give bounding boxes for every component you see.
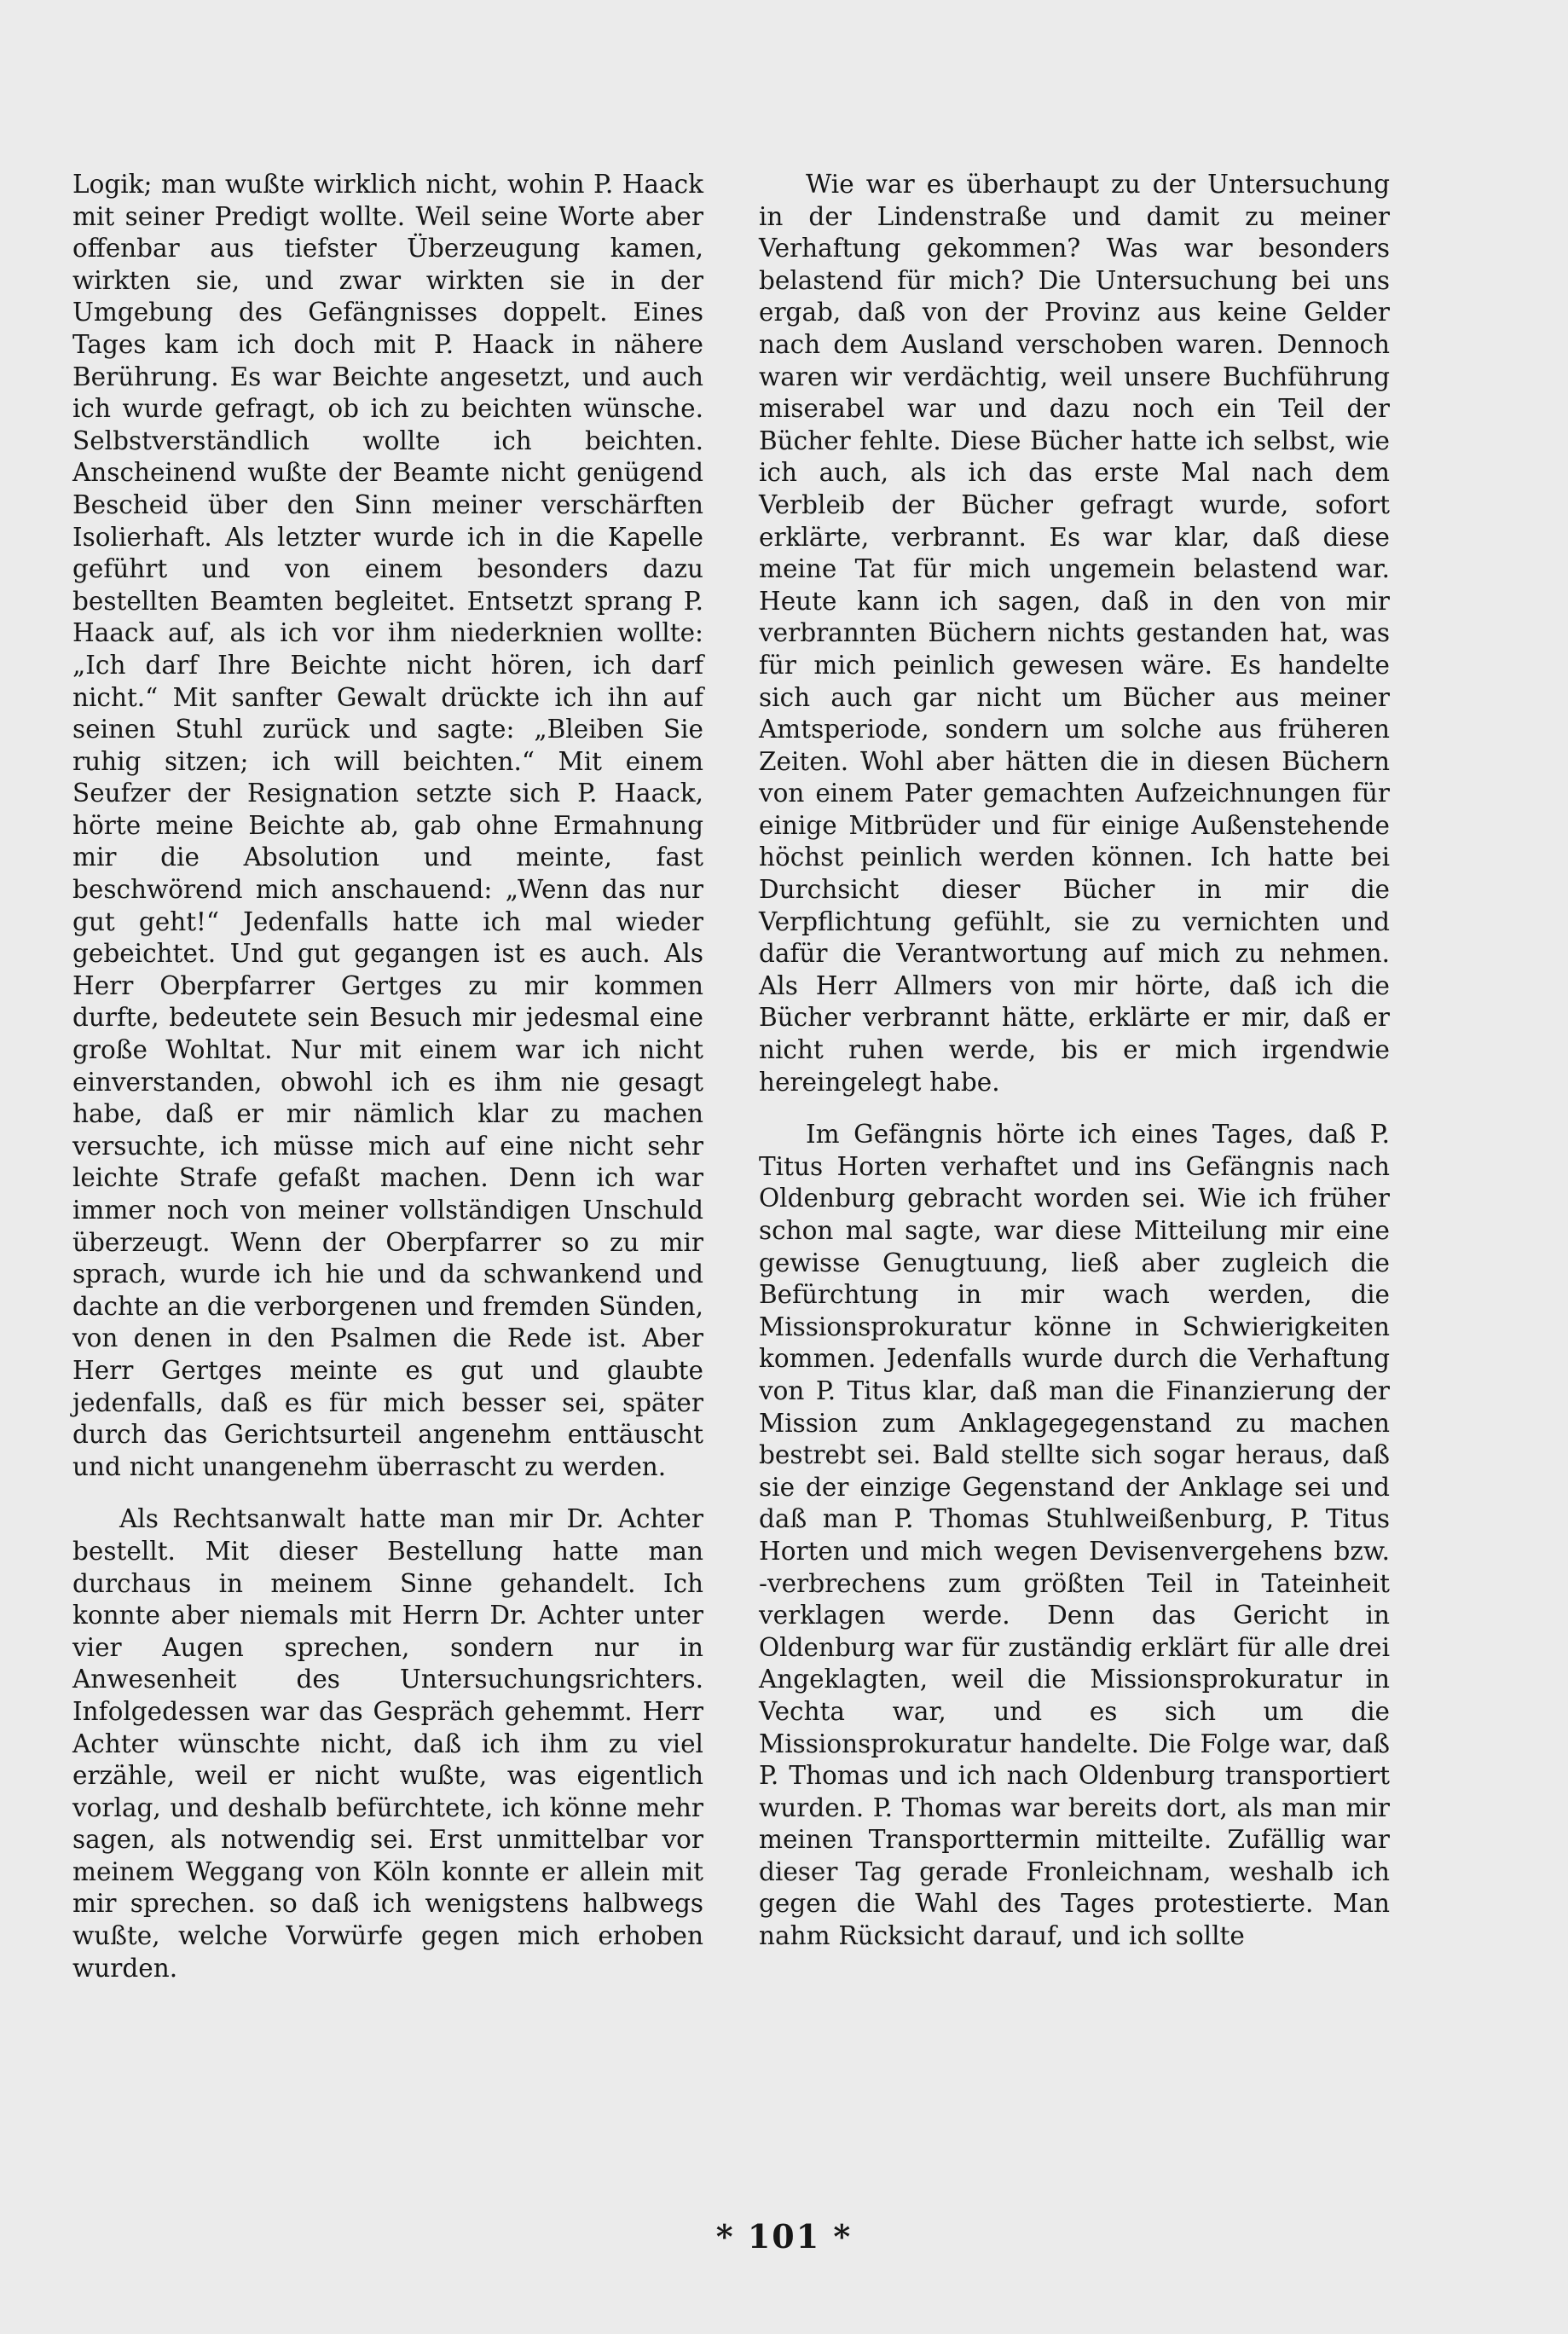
left-column [72, 169, 703, 1984]
paragraph: Als Rechtsanwalt hatte man mir Dr. Achter bestellt. Mit dieser Bestellung hatte man durchaus in meinem Sinne gehandelt. Ich konnte aber niemals mit Herrn Dr. Achter unter vier Augen sprechen, sondern nur in Anwesenheit des Untersuchungsrichters. Infolgedessen war das Gespräch gehemmt. Herr Achter wünschte nicht, daß ich ihm zu viel erzähle, weil er nicht wußte, was eigentlich vorlag, und deshalb befürchtete, ich könne mehr sagen, als notwendig sei. Erst unmittelbar vor meinem Weggang von Köln konnte er allein mit mir sprechen. so daß ich wenigstens halbwegs wußte, welche Vorwürfe gegen mich erhoben wurden. [72, 1504, 703, 1983]
right-column [759, 169, 1390, 1953]
page-number: * 101 * [715, 2217, 853, 2256]
paragraph: Wie war es überhaupt zu der Untersuchung in der Lindenstraße und damit zu meiner Verhaftung gekommen? Was war besonders belastend für mich? Die Untersuchung bei uns ergab, daß von der Provinz aus keine Gelder nach dem Ausland verschoben waren. Dennoch waren wir verdächtig, weil unsere Buchführung miserabel war und dazu noch ein Teil der Bücher fehlte. Diese Bücher hatte ich selbst, wie ich auch, als ich das erste Mal nach dem Verbleib der Bücher gefragt wurde, sofort erklärte, verbrannt. Es war klar, daß diese meine Tat für mich ungemein belastend war. Heute kann ich sagen, daß in den von mir verbrannten Büchern nichts gestanden hat, was für mich peinlich gewesen wäre. Es handelte sich auch gar nicht um Bücher aus meiner Amtsperiode, sondern um solche aus früheren Zeiten. Wohl aber hätten die in diesen Büchern von einem Pater gemachten Aufzeichnungen für einige Mitbrüder und für einige Außenstehende höchst peinlich werden können. Ich hatte bei Durchsicht dieser Bücher in mir die Verpflichtung gefühlt, sie zu vernichten und dafür die Verantwortung auf mich zu nehmen. Als Herr Allmers von mir hörte, daß ich die Bücher verbrannt hätte, erklärte er mir, daß er nicht ruhen werde, bis er mich irgendwie hereingelegt habe. [759, 170, 1390, 1097]
paragraph: Logik; man wußte wirklich nicht, wohin P. Haack mit seiner Predigt wollte. Weil seine Worte aber offenbar aus tiefster Überzeugung kamen, wirkten sie, und zwar wirkten sie in der Umgebung des Gefängnisses doppelt. Eines Tages kam ich doch mit P. Haack in nähere Berührung. Es war Beichte angesetzt, und auch ich wurde gefragt, ob ich zu beichten wünsche. Selbstverständlich wollte ich beichten. Anscheinend wußte der Beamte nicht genügend Bescheid über den Sinn meiner verschärften Isolierhaft. Als letzter wurde ich in die Kapelle geführt und von einem besonders dazu bestellten Beamten begleitet. Entsetzt sprang P. Haack auf, als ich vor ihm niederknien wollte: „Ich darf Ihre Beichte nicht hören, ich darf nicht.“ Mit sanfter Gewalt drückte ich ihn auf seinen Stuhl zurück und sagte: „Bleiben Sie ruhig sitzen; ich will beichten.“ Mit einem Seufzer der Resignation setzte sich P. Haack, hörte meine Beichte ab, gab ohne Ermahnung mir die Absolution und meinte, fast beschwörend mich anschauend: „Wenn das nur gut geht!“ Jedenfalls hatte ich mal wieder gebeichtet. Und gut gegangen ist es auch. Als Herr Oberpfarrer Gertges zu mir kommen durfte, bedeutete sein Besuch mir jedesmal eine große Wohltat. Nur mit einem war ich nicht einverstanden, obwohl ich es ihm nie gesagt habe, daß er mir nämlich klar zu machen versuchte, ich müsse mich auf eine nicht sehr leichte Strafe gefaßt machen. Denn ich war immer noch von meiner vollständigen Unschuld überzeugt. Wenn der Oberpfarrer so zu mir sprach, wurde ich hie und da schwankend und dachte an die verborgenen und fremden Sünden, von denen in den Psalmen die Rede ist. Aber Herr Gertges meinte es gut und glaubte jedenfalls, daß es für mich besser sei, später durch das Gerichtsurteil angenehm enttäuscht und nicht unangenehm überrascht zu werden. [72, 170, 703, 1481]
paragraph: Im Gefängnis hörte ich eines Tages, daß P. Titus Horten verhaftet und ins Gefängnis nach Oldenburg gebracht worden sei. Wie ich früher schon mal sagte, war diese Mitteilung mir eine gewisse Genugtuung, ließ aber zugleich die Befürchtung in mir wach werden, die Missionsprokuratur könne in Schwierigkeiten kommen. Jedenfalls wurde durch die Verhaftung von P. Titus klar, daß man die Finanzierung der Mission zum Anklagegegenstand zu machen bestrebt sei. Bald stellte sich sogar heraus, daß sie der einzige Gegenstand der Anklage sei und daß man P. Thomas Stuhlweißenburg, P. Titus Horten und mich wegen Devisenvergehens bzw. -verbrechens zum größten Teil in Tateinheit verklagen werde. Denn das Gericht in Oldenburg war für zuständig erklärt für alle drei Angeklagten, weil die Missionsprokuratur in Vechta war, und es sich um die Missionsprokuratur handelte. Die Folge war, daß P. Thomas und ich nach Oldenburg transportiert wurden. P. Thomas war bereits dort, als man mir meinen Transporttermin mitteilte. Zufällig war dieser Tag gerade Fronleichnam, weshalb ich gegen die Wahl des Tages protestierte. Man nahm Rücksicht darauf, und ich sollte [759, 1120, 1390, 1951]
